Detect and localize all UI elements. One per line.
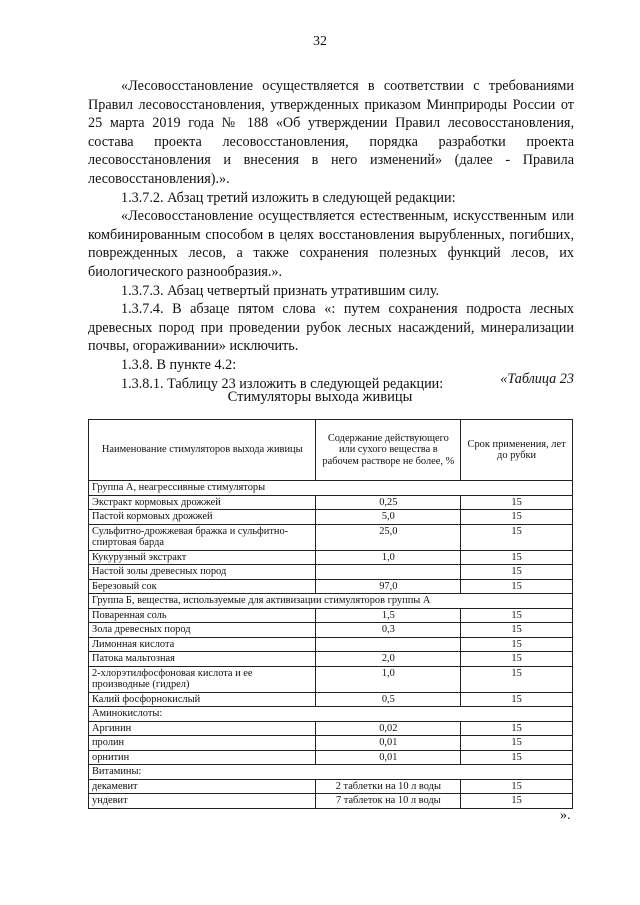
group-row [89,707,573,722]
group-label: Аминокислоты: [89,707,573,722]
cell-content: 25,0 [316,524,461,550]
cell-term: 15 [461,794,573,809]
cell-name: Аргинин [89,721,316,736]
cell-content: 1,0 [316,550,461,565]
cell-content: 1,5 [316,608,461,623]
cell-name: Пастой кормовых дрожжей [89,510,316,525]
cell-name: Березовый сок [89,579,316,594]
paragraph-1-3-7-4: 1.3.7.4. В абзаце пятом слова «: путем сохранения подроста лесных древесных пород при проведении рубок лесных насаждений, минерализации почвы, огораживании» исключить. [88,301,574,355]
cell-term: 15 [461,579,573,594]
cell-term: 15 [461,550,573,565]
cell-content: 0,3 [316,623,461,638]
cell-name: декамевит [89,779,316,794]
cell-content: 1,0 [316,666,461,692]
cell-name: Лимонная кислота [89,637,316,652]
paragraph-1-3-8: 1.3.8. В пункте 4.2: [121,356,237,373]
paragraph-quote-2: «Лесовосстановление осуществляется естественным, искусственным или комбинированным способом в целях восстановления вырубленных, погибших, поврежденных лесов, а также сохранения полезных функций лесов, их биологического разнообразия.». [88,208,574,280]
cell-name: Настой золы древесных пород [89,565,316,580]
table-title: Стимуляторы выхода живицы [227,389,413,405]
cell-name: Поваренная соль [89,608,316,623]
header-name: Наименование стимуляторов выхода живицы [89,420,316,481]
group-label: Витамины: [89,765,573,780]
table-row [89,524,573,550]
cell-name: ундевит [89,794,316,809]
table-row [89,565,573,580]
table-row [89,721,573,736]
cell-term: 15 [461,623,573,638]
body-text [88,77,574,393]
cell-term: 15 [461,637,573,652]
cell-content: 2,0 [316,652,461,667]
cell-content: 0,02 [316,721,461,736]
cell-term: 15 [461,750,573,765]
cell-term: 15 [461,736,573,751]
cell-content [316,637,461,652]
table-row [89,550,573,565]
paragraph-quote-1: «Лесовосстановление осуществляется в соответствии с требованиями Правил лесовосстановления, утвержденных приказом Минприроды России от 25 марта 2019 года № 188 «Об утверждении Правил лесовосстановления, состава проекта лесовосстановления, порядка разработки проекта лесовосстановления и внесения в него изменений» (далее - Правила лесовосстановления).». [88,78,574,187]
group-label: Группа А, неагрессивные стимуляторы [89,481,573,496]
cell-name: Калий фосфорнокислый [89,692,316,707]
cell-content: 0,25 [316,495,461,510]
cell-content: 0,01 [316,750,461,765]
table-row [89,623,573,638]
cell-content [316,565,461,580]
table-header-row [89,420,573,481]
cell-term: 15 [461,666,573,692]
cell-content: 0,5 [316,692,461,707]
cell-term: 15 [461,692,573,707]
table-row [89,495,573,510]
table-row [89,652,573,667]
stimulators-table [88,419,573,809]
header-content: Содержание действующего или сухого вещества в рабочем растворе не более, % [316,420,461,481]
table-row [89,666,573,692]
table-row [89,794,573,809]
cell-name: Сульфитно-дрожжевая бражка и сульфитно-спиртовая барда [89,524,316,550]
table-row [89,750,573,765]
cell-term: 15 [461,652,573,667]
cell-name: орнитин [89,750,316,765]
table-row [89,579,573,594]
cell-name: Патока мальтозная [89,652,316,667]
cell-term: 15 [461,565,573,580]
paragraph-1-3-8-1: 1.3.8.1. Таблицу 23 изложить в следующей редакции: [121,375,444,392]
cell-name: пролин [89,736,316,751]
cell-term: 15 [461,779,573,794]
cell-term: 15 [461,495,573,510]
cell-content: 7 таблеток на 10 л воды [316,794,461,809]
cell-content: 5,0 [316,510,461,525]
closing-quote: ». [560,808,571,823]
table-row [89,736,573,751]
cell-name: Экстракт кормовых дрожжей [89,495,316,510]
cell-content: 0,01 [316,736,461,751]
page-number: 32 [313,34,327,49]
table-row [89,510,573,525]
paragraph-1-3-7-3: 1.3.7.3. Абзац четвертый признать утратившим силу. [121,282,440,299]
cell-name: Кукурузный экстракт [89,550,316,565]
group-row [89,594,573,609]
paragraph-1-3-7-2: 1.3.7.2. Абзац третий изложить в следующей редакции: [121,189,456,206]
group-row [89,481,573,496]
cell-term: 15 [461,608,573,623]
header-term: Срок применения, лет до рубки [461,420,573,481]
table-reference: «Таблица 23 [500,371,574,387]
cell-term: 15 [461,721,573,736]
cell-name: Зола древесных пород [89,623,316,638]
table-row [89,692,573,707]
cell-term: 15 [461,524,573,550]
table-row [89,779,573,794]
cell-content: 97,0 [316,579,461,594]
group-row [89,765,573,780]
table-row [89,608,573,623]
cell-term: 15 [461,510,573,525]
cell-name: 2-хлорэтилфосфоновая кислота и ее производные (гидрел) [89,666,316,692]
group-label: Группа Б, вещества, используемые для активизации стимуляторов группы А [89,594,573,609]
cell-content: 2 таблетки на 10 л воды [316,779,461,794]
table-row [89,637,573,652]
